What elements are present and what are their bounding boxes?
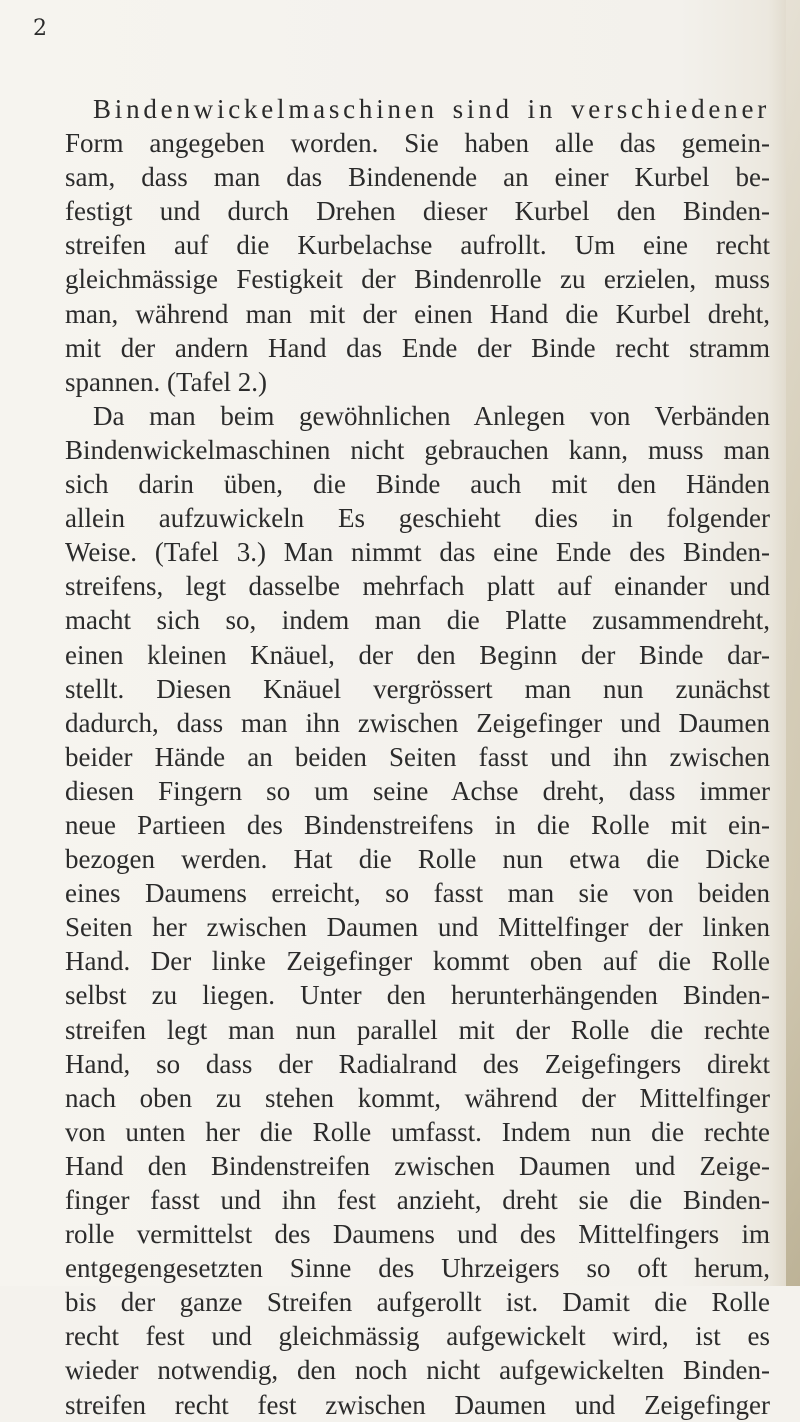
text-line: Weise. (Tafel 3.) Man nimmt das eine Ende des Binden- <box>65 537 770 568</box>
text-line: Hand den Bindenstreifen zwischen Daumen und Zeige- <box>65 1150 770 1181</box>
text-line: macht sich so, indem man die Platte zusammendreht, <box>65 605 770 636</box>
text-line: beider Hände an beiden Seiten fasst und ihn zwischen <box>65 741 770 772</box>
text-line: gleichmässige Festigkeit der Bindenrolle zu erzielen, muss <box>65 264 770 295</box>
text-line: bezogen werden. Hat die Rolle nun etwa die Dicke <box>65 844 770 875</box>
text-line: streifen recht fest zwischen Daumen und Zeigefinger <box>65 1389 770 1420</box>
text-line: finger fasst und ihn fest anzieht, dreht sie die Binden- <box>65 1185 770 1215</box>
body-text <box>65 92 770 1422</box>
text-line: selbst zu liegen. Unter den herunterhängenden Binden- <box>65 980 770 1011</box>
text-line: Form angegeben worden. Sie haben alle das gemein- <box>65 128 770 159</box>
text-line: streifen auf die Kurbelachse aufrollt. Um eine recht <box>65 230 770 261</box>
text-line: nach oben zu stehen kommt, während der Mittelfinger <box>65 1082 770 1113</box>
text-line: festigt und durch Drehen dieser Kurbel den Binden- <box>65 196 770 227</box>
text-line: stellt. Diesen Knäuel vergrössert man nun zunächst <box>65 673 770 704</box>
text-line: Seiten her zwischen Daumen und Mittelfinger der linken <box>65 912 770 943</box>
text-line: dadurch, dass man ihn zwischen Zeigefinger und Daumen <box>65 707 770 738</box>
text-line: wieder notwendig, den noch nicht aufgewickelten Binden- <box>65 1355 770 1386</box>
text-line <box>65 92 770 126</box>
text-line: recht fest und gleichmässig aufgewickelt wird, ist es <box>65 1321 770 1352</box>
text-line: Hand, so dass der Radialrand des Zeigefingers direkt <box>65 1048 770 1079</box>
text-line: eines Daumens erreicht, so fasst man sie von beiden <box>65 878 770 909</box>
text-line: Da man beim gewöhnlichen Anlegen von Verbänden <box>93 400 770 431</box>
text-line: von unten her die Rolle umfasst. Indem nun die rechte <box>65 1116 770 1147</box>
text-line: sam, dass man das Bindenende an einer Kurbel be- <box>65 162 770 193</box>
text-line: mit der andern Hand das Ende der Binde recht stramm <box>65 332 770 363</box>
text-line: allein aufzuwickeln Es geschieht dies in folgender <box>65 503 770 534</box>
text-line: neue Partieen des Bindenstreifens in die Rolle mit ein- <box>65 809 770 840</box>
page-edge <box>786 0 800 1286</box>
text-line-content: Bindenwickelmaschinen sind in verschiedener <box>93 94 770 124</box>
text-line: bis der ganze Streifen aufgerollt ist. Damit die Rolle <box>65 1287 770 1318</box>
page-number: 2 <box>33 16 47 41</box>
text-line: einen kleinen Knäuel, der den Beginn der Binde dar- <box>65 639 770 670</box>
text-line: rolle vermittelst des Daumens und des Mittelfingers im <box>65 1219 770 1250</box>
text-line: Bindenwickelmaschinen nicht gebrauchen kann, muss man <box>65 434 770 465</box>
text-line: spannen. (Tafel 2.) <box>65 366 268 397</box>
text-line: Hand. Der linke Zeigefinger kommt oben auf die Rolle <box>65 946 770 977</box>
text-line: entgegengesetzten Sinne des Uhrzeigers so oft herum, <box>65 1253 770 1284</box>
text-line: streifen legt man nun parallel mit der Rolle die rechte <box>65 1014 770 1045</box>
text-line: man, während man mit der einen Hand die Kurbel dreht, <box>65 298 770 329</box>
text-line: streifens, legt dasselbe mehrfach platt auf einander und <box>65 571 770 602</box>
text-line: diesen Fingern so um seine Achse dreht, dass immer <box>65 775 770 806</box>
text-line: sich darin üben, die Binde auch mit den Händen <box>65 469 770 500</box>
